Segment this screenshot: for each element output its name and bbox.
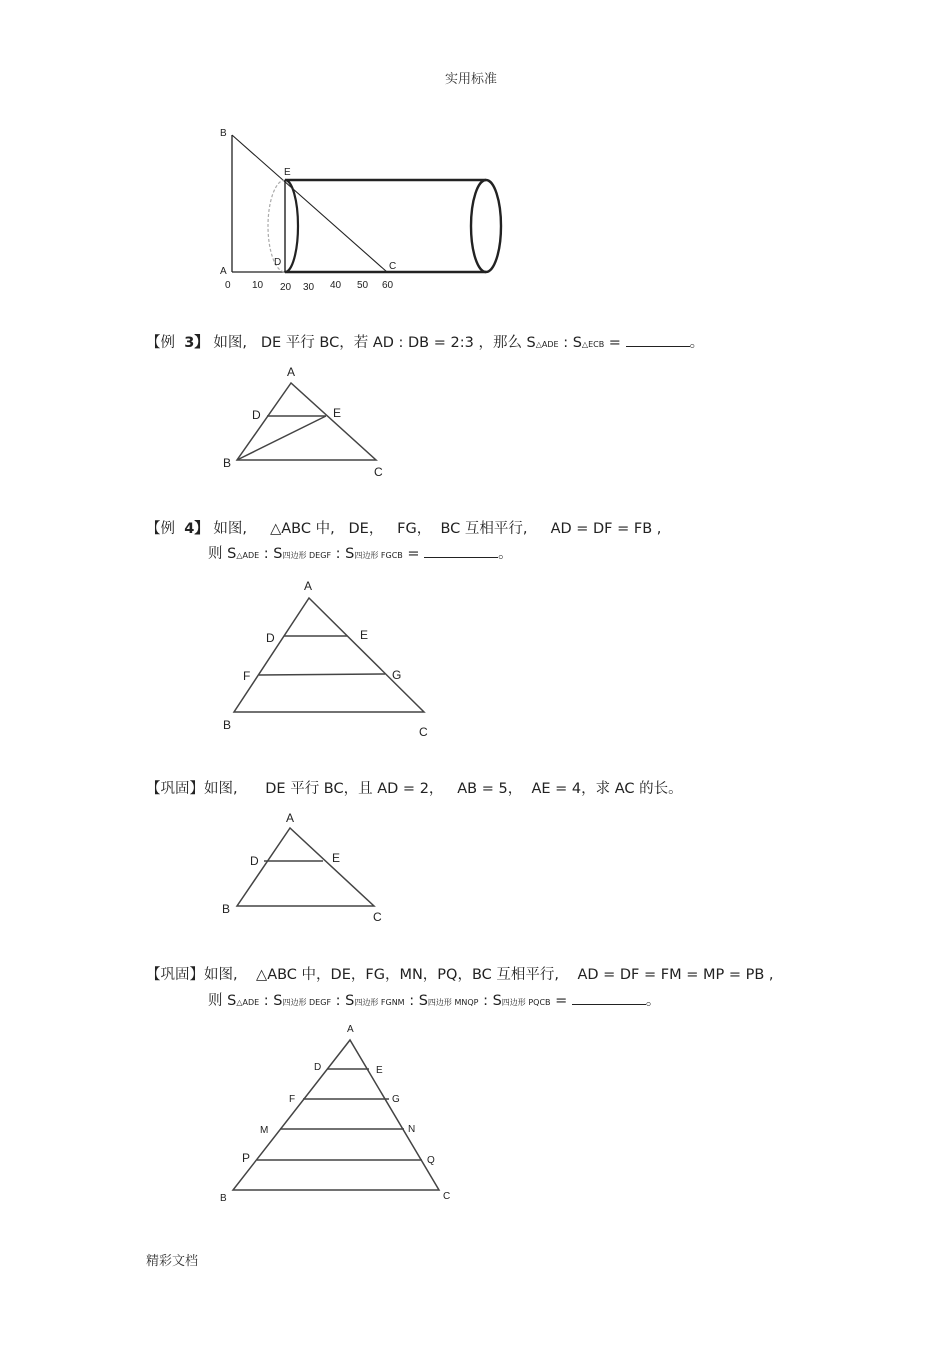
point-G-label: G [392,1094,400,1105]
question-text: AE = 4，求 AC 的长。 [531,781,683,797]
point-B-label: B [220,1193,227,1204]
point-C-label: C [373,910,382,924]
example-tag: 【巩固】如图, [146,781,238,797]
subscript: 四边形 PQCB [501,998,551,1007]
point-C-label: C [374,465,383,479]
page-footer: 精彩文档 [146,1254,199,1269]
point-D-label: D [266,631,275,645]
axis-tick-label: 10 [252,280,264,291]
axis-tick-label: 60 [382,280,394,291]
point-A-label: A [220,266,227,277]
question-text: 。 [689,335,705,351]
question-text: FG， [397,521,432,537]
example-tag: 【巩固】如图, [146,967,238,983]
question-text: 如图, [213,521,248,537]
subscript: △ECB [581,340,605,349]
question-text: : S [259,993,283,1009]
point-F-label: F [289,1094,296,1105]
point-E-label: E [284,167,291,178]
question-text: 则 S [208,993,237,1009]
question-text: : S [259,546,283,562]
point-G-label: G [392,668,402,682]
axis-tick-label: 50 [357,280,369,291]
point-A-label: A [304,579,313,593]
point-Q-label: Q [427,1155,435,1166]
subscript: 四边形 DEGF [282,551,332,560]
point-B-label: B [220,128,227,139]
question-text: 。 [498,546,513,562]
point-C-label: C [389,261,397,272]
subscript: 四边形 DEGF [282,998,332,1007]
page-header: 实用标准 [445,72,498,87]
example-number: 4】 [184,521,209,537]
axis-tick-label: 20 [280,282,292,293]
question-text: : S [478,993,502,1009]
point-A-label: A [347,1024,354,1035]
question-text: △ABC 中, [270,521,335,537]
point-D-label: D [250,854,259,868]
point-D-label: D [314,1062,322,1073]
subscript: 四边形 MNQP [427,998,479,1007]
question-text: △ABC 中，DE，FG，MN，PQ，BC 互相平行, [256,967,559,983]
subscript: 四边形 FGCB [354,551,403,560]
question-text: = [402,546,425,562]
point-B-label: B [223,456,232,470]
point-P-label: P [242,1151,251,1165]
axis-tick-label: 40 [330,280,342,291]
question-text: 。 [645,993,661,1009]
point-B-label: B [223,718,232,732]
question-text: 如图, [213,335,248,351]
point-F-label: F [243,669,251,683]
question-text: DE 平行 BC，若 AD : DB = 2:3 ，那么 S [260,335,536,351]
question-text: BC 互相平行, [440,521,528,537]
axis-tick-label: 0 [225,280,231,291]
question-text: : S [558,335,582,351]
subscript: 四边形 FGNM [354,998,405,1007]
point-B-label: B [222,902,231,916]
point-E-label: E [376,1065,383,1076]
point-C-label: C [419,725,428,739]
point-C-label: C [443,1191,451,1202]
example-tag: 【例 [146,335,175,351]
subscript: △ADE [535,340,559,349]
point-A-label: A [286,811,295,825]
point-E-label: E [333,406,342,420]
example-tag: 【例 [146,521,175,537]
question-text: DE， [348,521,384,537]
subscript: △ADE [236,551,260,560]
question-text: = [550,993,572,1009]
question-text: AD = DF = FB , [550,521,662,537]
point-E-label: E [360,628,369,642]
question-text: DE 平行 BC，且 AD = 2， [265,781,444,797]
question-text: : S [404,993,428,1009]
subscript: △ADE [236,998,260,1007]
point-E-label: E [332,851,341,865]
example-number: 3】 [184,335,209,351]
axis-tick-label: 30 [303,282,315,293]
question-text: : S [331,993,355,1009]
question-text: AB = 5， [457,781,523,797]
question-text: AD = DF = FM = MP = PB , [577,967,774,983]
point-M-label: M [260,1125,269,1136]
question-text: = [604,335,626,351]
point-N-label: N [408,1124,416,1135]
point-A-label: A [287,365,296,379]
point-D-label: D [252,408,261,422]
question-text: 则 S [208,546,237,562]
question-text: : S [331,546,355,562]
point-D-label: D [274,257,282,268]
